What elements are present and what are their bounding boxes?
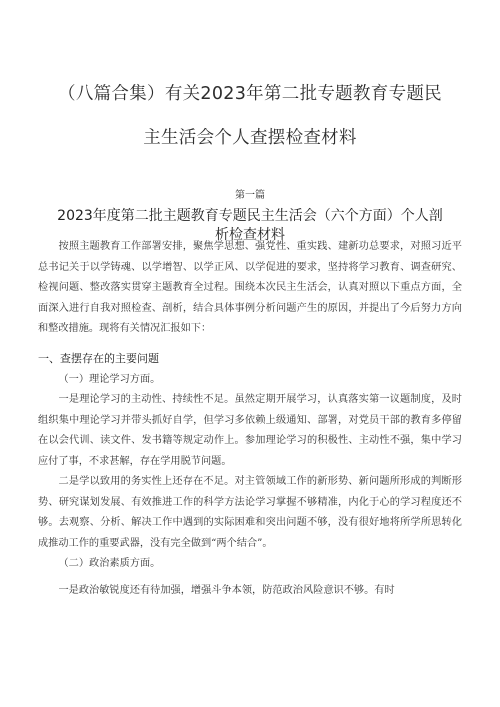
paragraph-theory-2: 二是学以致用的务实性上还存在不足。对主管领域工作的新形势、新问题所形成的判断形势、研究谋划发展、有效推进工作的科学方法论学习掌握不够精准，内化于心的学习程度还不够。去观察、分析、解决工作中遇到的实际困难和突出问题不够，没有很好地将所学所思转化成推动工作的重要武器，没有完全做到“两个结合”。: [38, 476, 462, 549]
doc-title-line-2: 析检查材料: [215, 227, 285, 243]
section-label: 第一篇: [235, 190, 265, 201]
body-section-main: [38, 349, 462, 601]
body-section-intro: [38, 237, 462, 340]
paragraph-theory-1: 一是理论学习的主动性、持续性不足。虽然定期开展学习，认真落实第一议题制度，及时组织集中理论学习并带头抓好自学，但学习多依赖上级通知、部署，对党员干部的教育多停留在以会代训、读文件、发书籍等规定动作上。参加理论学习的积极性、主动性不强，集中学习应付了事，不求甚解，存在学用脱节问题。: [38, 394, 462, 467]
subheading-political: （二）政治素质方面。: [58, 558, 161, 569]
intro-paragraph: 按照主题教育工作部署安排，聚焦学思想、强党性、重实践、建新功总要求，对照习近平总书记关于以学铸魂、以学增智、以学正风、以学促进的要求，坚持将学习教育、调查研究、检视问题、整改落实贯穿主题教育全过程。围绕本次民主生活会，认真对照以下重点方面，全面深入进行自我对照检查、剖析，结合具体事例分析问题产生的原因，并提出了今后努力方向和整改措施。现将有关情况汇报如下：: [38, 241, 462, 334]
main-title-line-2: 主生活会个人查摆检查材料: [143, 128, 357, 148]
doc-title-line-1: 2023年度第二批主题教育专题民主生活会（六个方面）个人剖: [57, 208, 443, 224]
subheading-theory: （一）理论学习方面。: [58, 373, 161, 385]
heading-problems: 一、查摆存在的主要问题: [38, 352, 159, 365]
paragraph-political-1: 一是政治敏锐度还有待加强，增强斗争本领，防范政治风险意识不够。有时: [58, 584, 395, 596]
main-title-line-1: （八篇合集）有关2023年第二批专题教育专题民: [58, 84, 442, 104]
